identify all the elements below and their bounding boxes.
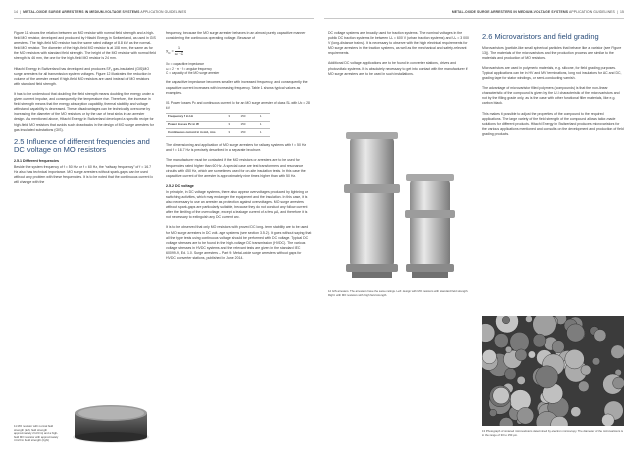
col3-paragraph-2: Additional DC voltage applications are to be found in converter stations, drives and photovoltaic systems. It is absolutely necessary to get into contact with the manufacturer if MO surge arresters are to be used in such installations. bbox=[328, 61, 468, 76]
table-cell: 150 bbox=[238, 113, 257, 121]
table-row bbox=[166, 121, 270, 129]
microvaristor-sphere bbox=[528, 351, 535, 358]
table-row-label: Frequency f in Hz bbox=[166, 113, 226, 121]
figure-11-mo-resistors-image bbox=[66, 396, 156, 446]
microvaristor-sphere bbox=[489, 409, 496, 416]
col1-paragraph-4: Beside the system frequency of f = 50 Hz or f = 60 Hz, the “railway frequency” of f = 16.7 Hz also has technical importance. MO surge arresters without spark-gaps can be used without any problem with these frequencies. It is to be noted that the continuous current Iᴄ will change with the bbox=[14, 164, 154, 185]
col2-paragraph-6: It is to be observed that only MO resistors with proved DC long- term stability are to be used for MO surge arresters in DC volt- age systems (see section 3.5.2). It goes without saying that all the type tests using continuous voltage should be performed with DC voltage. Typical DC voltage stresses are to be found in the high-voltage DC transmission (HVDC). The various voltage stresses in HVDC systems and the relevant tests are given in the standard IEC 60099-9, Ed. 1.0. Surge arresters – Part 9: Metal-oxide surge arresters without gaps for HVDC converter stations, published in June 2014. bbox=[166, 225, 312, 260]
column-3 bbox=[328, 31, 470, 82]
microvaristor-sphere bbox=[578, 381, 589, 392]
microvaristor-sphere bbox=[594, 330, 606, 342]
formula-lhs: X bbox=[166, 49, 169, 54]
col2-paragraph-5: In principle, in DC voltage systems, there also appear overvoltages produced by lightning or switching activities, which may endanger the equipment and the insulation. In this case, it is also necessary to use an arrester as protection against overvoltages. MO surge arresters without spark-gaps are particularly suitable, because they do not conduct any follow current after the limiting of the overvoltage, except a leakage current of a few μA, and therefore it is not necessary to extinguish any DC current arc. bbox=[166, 189, 309, 220]
table-cell: 1 bbox=[258, 113, 270, 121]
col2-paragraph-2: the capacitive impedance becomes smaller with increased frequency, and consequently the capacitive current increases with increasing frequency. Table 1 shows typical values as examples. bbox=[166, 80, 308, 95]
table-cell: 3 bbox=[226, 113, 238, 121]
col2-paragraph-1: frequency, because the MO surge arrester behaves in an almost purely capacitive manner considering the continuous operating voltage. Because of bbox=[166, 31, 306, 41]
left-header-title: METAL-OXIDE SURGE ARRESTERS IN MEDIUM-VOLTAGE SYSTEMS bbox=[23, 10, 140, 14]
microvaristor-sphere bbox=[533, 334, 546, 347]
microvaristor-sphere bbox=[525, 316, 532, 323]
col4-paragraph-4: This makes it possible to adjust the properties of the compound to the required applications. The large variety of the field strength of the compound allows tailor-made solutions for different products. Hitachi Energy in Switzerland produces microvaristors for the various applications mentioned and consults on the development and production of field grading products. bbox=[482, 111, 624, 136]
figure-12-caption: 12 GIS arresters. The arresters have the same ratings. Left: design with MO resistors with standard field strength. Right: with MO resistors with high field strength. bbox=[328, 289, 469, 297]
microvaristor-sphere bbox=[552, 341, 564, 353]
figure-13-microvaristors-image bbox=[482, 316, 624, 426]
table-cell: 1 bbox=[258, 129, 270, 137]
table-cell: 150 bbox=[238, 121, 257, 129]
table-1 bbox=[166, 113, 270, 137]
left-header-subtitle: APPLICATION GUIDELINES bbox=[140, 10, 187, 14]
legend-line-2: ω = 2 · π · f = angular frequency bbox=[166, 66, 212, 71]
col4-paragraph-2: Microvaristors are used in polymeric materials, e.g. silicone, for field grading purposes. Typical applications can be in HV and MV terminations, long rod insulators for AC and DC, grading tape for stator windings, or semi-conducting varnish. bbox=[482, 65, 622, 81]
table-cell: 3 bbox=[226, 121, 238, 129]
figure-13-caption: 13 Photograph of sintered microvaristors determined by electron microscopy. The diameter of the microvaristors is in the range of 30 to 150 μm. bbox=[482, 429, 624, 437]
right-page-number: 15 bbox=[620, 10, 624, 14]
col1-paragraph-1: Figure 11 shows the relation between an MO resistor with normal field strength and a high-field MO resistor, developed and produced by Hitachi Energy in Switzerland, as used in GIS arresters. The high-field MO resistor has the same rated voltage of 8.8 kV as the normal-field MO resistor. The diameter of the high-field MO resistor is at 108 mm, the same as for the MO resistors with standard field strength. The height of the MO resistor with normal field strength is 46 mm, the one for the high-field MO resistor is 24 mm. bbox=[14, 31, 156, 61]
section-2-5-2-heading: 2.5.2 DC voltage bbox=[166, 183, 194, 188]
col1-paragraph-3: It has to be understood that doubling the field strength means doubling the energy under a given current impulse, and consequently the temperature rise. Therefore, the increase in field strength means that the energy absorption capability, thermal stability and voltage withstand capability is decreased. These disadvantages can be technically overcome by increasing the diameter of the MO resistors or by the use of heat sinks in an arrester design. As mentioned above, Hitachi Energy in Switzerland developed a specific recipe for high-field MO resistors that avoids such drawbacks in the design of MO surge arresters for gas insulated substations (GIS). bbox=[14, 91, 154, 132]
column-4 bbox=[482, 30, 624, 142]
formula-denominator: ω · C bbox=[174, 52, 184, 57]
microvaristor-sphere bbox=[613, 377, 624, 389]
microvaristor-sphere bbox=[510, 332, 529, 351]
microvaristor-sphere bbox=[502, 316, 509, 323]
section-2-6-heading: 2.6 Microvaristors and field grading bbox=[482, 32, 599, 41]
microvaristor-sphere bbox=[482, 349, 496, 363]
section-2-5-heading: 2.5 Influence of different frequencies and DC voltage on MO resistors bbox=[14, 136, 150, 155]
microvaristor-sphere bbox=[592, 358, 600, 366]
table-cell: 3 bbox=[226, 129, 238, 137]
table-1-title: 01 Power losses Pᴄ and continuous current Iᴄ for an MO surge arrester of class SL with Uᴄ = 28 kV bbox=[166, 100, 310, 110]
microvaristor-sphere bbox=[536, 366, 558, 388]
col4-paragraph-3: The advantage of microvaristor filled polymers (compounds) is that the non-linear characteristic of the compound is given by the U-I characteristic of the microvaristors and not by the filling grade only, as is the case with other functional filler materials, like e.g. carbon black. bbox=[482, 86, 620, 106]
section-2-5-1-heading: 2.5.1 Different frequencies bbox=[14, 158, 59, 163]
microvaristor-sphere bbox=[602, 414, 615, 426]
table-row bbox=[166, 113, 270, 121]
table-row bbox=[166, 129, 270, 137]
microvaristor-sphere bbox=[517, 407, 534, 424]
figure-11-caption: 11 MO resistor with normal field strength (left, field strength approximately 2 kV/cm) and a high-field MO resistor with approximately 4 kV/cm field strength (right) bbox=[14, 424, 59, 443]
right-page-header: METAL-OXIDE SURGE ARRESTERS IN MEDIUM-VOLTAGE SYSTEMS APPLICATION GUIDELINES | 15 bbox=[451, 10, 624, 14]
formula-numerator: 1 bbox=[175, 46, 184, 52]
microvaristor-sphere bbox=[505, 368, 517, 380]
col3-paragraph-1: DC voltage systems are broadly used for traction systems. The nominal voltages in the public DC traction systems lie between Uᵤ = 600 V (urban traction systems) and Uᵤ = 3 000 V (long-distance trains). It is necessary to observe with the high electrical requirements for MO surge arresters in the traction systems, as well as the mechanical and safety-relevant requirements. bbox=[328, 31, 469, 56]
left-header-rule bbox=[14, 18, 314, 19]
col1-paragraph-2: Hitachi Energy in Switzerland has developed and produces SF₆ gas-insulated (GIS)MO surge arresters for all transmission system voltages. Figure 12 illustrates the reduction in volume of the arrester vessel if high-field MO resistors are used instead of MO resistors with standard field strength. bbox=[14, 66, 152, 86]
table-row-label: Continuous current Iᴄ in mA, rms bbox=[166, 129, 226, 137]
left-page-header: 14 | METAL-OXIDE SURGE ARRESTERS IN MEDIUM-VOLTAGE SYSTEMS APPLICATION GUIDELINES bbox=[14, 10, 187, 14]
microvaristor-sphere bbox=[493, 387, 510, 404]
formula-legend bbox=[166, 62, 312, 75]
capacitive-impedance-formula: $X_C$ = $\frac{1}{\omega \cdot C}$ bbox=[166, 46, 184, 57]
left-page-number: 14 bbox=[14, 10, 18, 14]
table-cell: 1 bbox=[258, 121, 270, 129]
microvaristor-sphere bbox=[515, 349, 527, 361]
formula-fraction bbox=[175, 46, 184, 57]
legend-line-1: Xᴄ = capacitive impedance bbox=[166, 62, 205, 67]
right-header-subtitle: APPLICATION GUIDELINES bbox=[569, 10, 615, 14]
microvaristor-sphere bbox=[611, 345, 624, 359]
col4-paragraph-1: Microvaristors (particle-like small spherical particles that behave like a varistor (see Figure 13)). The materials of the microvaristors and the production process are similar to the materials and production of MO resistors. bbox=[482, 45, 622, 60]
microvaristor-sphere bbox=[565, 349, 585, 369]
microvaristor-sphere bbox=[581, 365, 591, 375]
table-row-label: Power losses Pᴄ in W bbox=[166, 121, 226, 129]
microvaristor-sphere bbox=[567, 324, 585, 342]
table-cell: 150 bbox=[238, 129, 257, 137]
column-2 bbox=[166, 31, 312, 266]
col2-paragraph-3: The dimensioning and application of MO surge arresters for railway systems with f = 50 Hz and f = 16.7 Hz is precisely described in a separate brochure. bbox=[166, 143, 307, 153]
microvaristor-sphere bbox=[494, 334, 508, 348]
microvaristor-sphere bbox=[505, 346, 512, 353]
column-1 bbox=[14, 31, 156, 190]
right-header-title: METAL-OXIDE SURGE ARRESTERS IN MEDIUM-VOLTAGE SYSTEMS bbox=[451, 10, 569, 14]
microvaristor-sphere bbox=[571, 407, 581, 417]
col2-paragraph-4: The manufacturer must be contacted if the MO resistors or arresters are to be used for frequencies rated higher than 60 Hz. A special case are test transformers and resonance circuits with 450 Hz, which are sometimes used for on-site insulation tests. In this case the capacitive current of the arrester is approximately nine times higher than with 50 Hz. bbox=[166, 158, 306, 178]
formula-lhs-subscript: C bbox=[168, 51, 171, 56]
microvaristor-sphere bbox=[517, 376, 525, 384]
figure-12-gis-arresters-image bbox=[328, 128, 470, 288]
legend-line-3: C = capacity of the MO surge arrester bbox=[166, 71, 220, 75]
right-header-rule bbox=[324, 18, 624, 19]
